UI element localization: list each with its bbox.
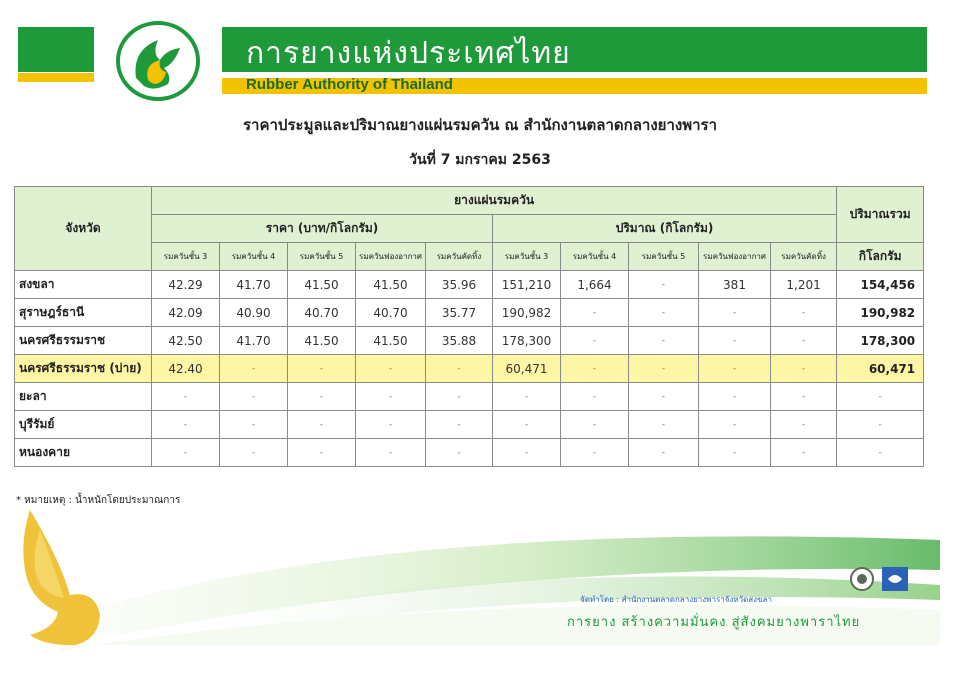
qty-cell: - [699,383,771,411]
header-left-yellow-bar [18,73,94,82]
qty-cell: - [629,271,699,299]
price-cell: 42.09 [152,299,220,327]
price-cell: 41.70 [220,327,288,355]
table-row [15,355,924,383]
footer-credit: จัดทำโดย : สำนักงานตลาดกลางยางพาราจังหวัดสงขลา [580,595,772,604]
price-cell: 41.50 [356,271,426,299]
price-cell: - [426,383,493,411]
table-row [15,271,924,299]
price-cell: - [356,383,426,411]
qty-cell: 381 [699,271,771,299]
partner-logos-icon [848,565,924,595]
footnote: * หมายเหตุ : น้ำหนักโดยประมาณการ [16,495,181,506]
qty-cell: - [771,299,837,327]
qty-cell: - [699,411,771,439]
qty-cell: - [699,355,771,383]
qty-cell: - [561,411,629,439]
price-cell: 42.40 [152,355,220,383]
qty-cell: - [561,383,629,411]
qty-cell: - [699,327,771,355]
province-cell: ยะลา [15,383,152,411]
price-cell: - [356,439,426,467]
price-cell: 40.70 [288,299,356,327]
org-title-thai: การยางแห่งประเทศไทย [246,36,571,71]
price-cell: 42.50 [152,327,220,355]
qty-subheader: รมควันชั้น 3 [493,243,561,271]
price-cell: - [426,355,493,383]
price-cell: - [220,411,288,439]
province-cell: สงขลา [15,271,152,299]
table-row [15,327,924,355]
qty-cell: 1,664 [561,271,629,299]
price-subheader: รมควันคัดทิ้ง [426,243,493,271]
price-header: ราคา (บาท/กิโลกรัม) [152,215,493,243]
qty-cell: 151,210 [493,271,561,299]
qty-cell: - [699,299,771,327]
price-cell: - [288,439,356,467]
qty-cell: - [771,439,837,467]
price-cell: 41.50 [288,271,356,299]
footer-slogan: การยาง สร้างความมั่นคง สู่สังคมยางพาราไทย [567,615,861,630]
table-row [15,299,924,327]
total-cell: - [837,411,924,439]
price-subheader: รมควันชั้น 3 [152,243,220,271]
price-cell: - [288,355,356,383]
qty-cell: 1,201 [771,271,837,299]
price-cell: - [152,411,220,439]
qty-cell: - [699,439,771,467]
price-subheader: รมควันชั้น 5 [288,243,356,271]
qty-cell: - [493,383,561,411]
qty-cell: 60,471 [493,355,561,383]
price-cell: - [288,411,356,439]
price-cell: - [152,439,220,467]
province-cell: นครศรีธรรมราช (บ่าย) [15,355,152,383]
price-cell: 41.70 [220,271,288,299]
province-cell: บุรีรัมย์ [15,411,152,439]
total-cell: 190,982 [837,299,924,327]
header-left-green-bar [18,27,94,72]
qty-cell: 190,982 [493,299,561,327]
price-cell: - [426,439,493,467]
price-cell: 35.96 [426,271,493,299]
qty-cell: - [771,383,837,411]
qty-subheader: รมควันชั้น 4 [561,243,629,271]
qty-cell: - [629,299,699,327]
price-cell: 40.70 [356,299,426,327]
total-cell: 178,300 [837,327,924,355]
qty-cell: - [771,355,837,383]
total-unit-header: กิโลกรัม [837,243,924,271]
rubber-price-table [14,186,924,467]
qty-cell: - [629,355,699,383]
price-cell: 35.88 [426,327,493,355]
qty-cell: 178,300 [493,327,561,355]
price-subheader: รมควันชั้น 4 [220,243,288,271]
total-qty-header: ปริมาณรวม [837,187,924,243]
qty-subheader: รมควันชั้น 5 [629,243,699,271]
price-cell: - [220,439,288,467]
qty-cell: - [561,299,629,327]
price-cell: - [220,355,288,383]
price-cell: - [356,355,426,383]
quantity-header: ปริมาณ (กิโลกรัม) [493,215,837,243]
qty-subheader: รมควันคัดทิ้ง [771,243,837,271]
rubber-authority-logo-icon [114,20,202,102]
org-title-english: Rubber Authority of Thailand [246,76,453,93]
qty-cell: - [771,411,837,439]
qty-cell: - [493,439,561,467]
price-cell: - [288,383,356,411]
province-cell: หนองคาย [15,439,152,467]
qty-cell: - [629,327,699,355]
table-row [15,411,924,439]
qty-cell: - [629,383,699,411]
province-cell: นครศรีธรรมราช [15,327,152,355]
table-row [15,439,924,467]
price-cell: 42.29 [152,271,220,299]
province-header: จังหวัด [15,187,152,271]
total-cell: - [837,383,924,411]
total-cell: 60,471 [837,355,924,383]
qty-subheader: รมควันฟองอากาศ [699,243,771,271]
total-cell: - [837,439,924,467]
price-cell: - [220,383,288,411]
price-cell: - [426,411,493,439]
report-date: วันที่ 7 มกราคม 2563 [409,152,551,168]
price-cell: - [356,411,426,439]
qty-cell: - [561,327,629,355]
province-cell: สุราษฎร์ธานี [15,299,152,327]
price-cell: - [152,383,220,411]
price-cell: 40.90 [220,299,288,327]
price-cell: 35.77 [426,299,493,327]
qty-cell: - [771,327,837,355]
footer-wave-graphic [0,500,960,678]
qty-cell: - [629,411,699,439]
total-cell: 154,456 [837,271,924,299]
qty-cell: - [561,355,629,383]
qty-cell: - [493,411,561,439]
qty-cell: - [561,439,629,467]
table-row [15,383,924,411]
price-cell: 41.50 [288,327,356,355]
qty-cell: - [629,439,699,467]
smoked-sheet-header: ยางแผ่นรมควัน [152,187,837,215]
price-subheader: รมควันฟองอากาศ [356,243,426,271]
price-cell: 41.50 [356,327,426,355]
report-title: ราคาประมูลและปริมาณยางแผ่นรมควัน ณ สำนักงานตลาดกลางยางพารา [243,116,717,134]
